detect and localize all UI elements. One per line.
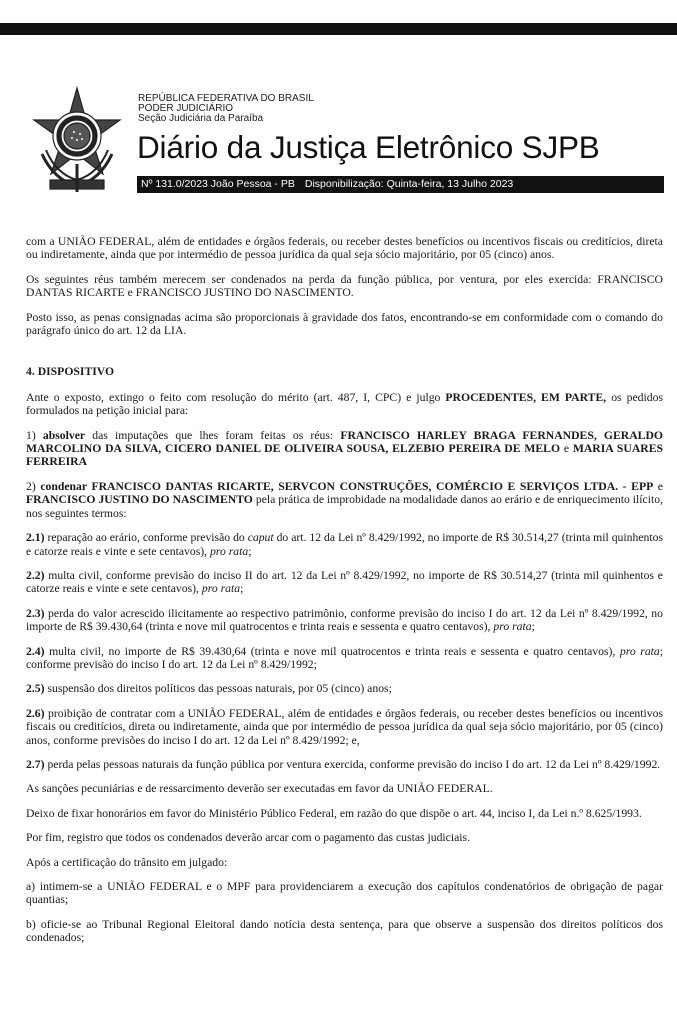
- subitem-italic: pro rata: [493, 620, 532, 634]
- subitem-text: ;: [248, 544, 252, 558]
- defendant-names: FRANCISCO HARLEY BRAGA FERNANDES, GERALDO MARCOLINO DA SILVA, CICERO DANIEL DE OLIVEIRA SOUSA, ELZEBIO PEREIRA DE MELO: [26, 428, 663, 456]
- defendant-name-last: MARIA SUARES FERREIRA: [26, 442, 663, 469]
- subitem-text: perda do valor acrescido ilicitamente ao respectivo patrimônio, conforme previsão do inciso I do art. 12 da Lei nº 8.429/1992, no importe de R$ 39.430,64 (trinta e nove mil quatrocentos e trinta reais e sessenta e quatro centavos),: [26, 606, 663, 634]
- item-number: 1): [26, 428, 43, 442]
- edition-number: Nº 131.0/2023 João Pessoa - PB: [141, 178, 295, 190]
- subitem-2-6: [26, 707, 663, 747]
- subitem-number: 2.1): [26, 531, 45, 545]
- subitem-text: proibição de contratar com a UNIÃO FEDERAL, além de entidades e órgãos federais, ou receber destes benefícios ou incentivos fiscais ou creditícios, direta ou indiretamente, ainda que por intermédio de pessoa jurídica da qual seja sócio majoritário, por 05 (cinco) anos, conforme previsões do inciso I do art. 12 da Lei nº 8.429/1992; e,: [26, 706, 663, 747]
- subitem-number: 2.2): [26, 568, 45, 582]
- subitem-italic: pro rata: [201, 582, 241, 596]
- condemned-names: condenar FRANCISCO DANTAS RICARTE, SERVCON CONSTRUÇÕES, COMÉRCIO E SERVIÇOS LTDA. - EPP: [40, 479, 654, 493]
- subitem-text: ;: [531, 620, 535, 634]
- paragraph-after-final: Após a certificação do trânsito em julgado:: [26, 855, 228, 869]
- paragraph-fees: Deixo de fixar honorários em favor do Ministério Público Federal, em razão do que dispõe o art. 44, inciso I, da Lei n.º 8.625/1993.: [26, 806, 642, 820]
- journal-title: Diário da Justiça Eletrônico SJPB: [137, 129, 600, 165]
- subitem-2-4: [26, 645, 663, 672]
- institution-line-2: PODER JUDICIÁRIO: [138, 103, 234, 114]
- item-number: 2): [26, 479, 41, 493]
- paragraph-item-a: a) intimem-se a UNIÃO FEDERAL e o MPF para providenciarem a execução dos capítulos condenatórios de obrigação de pagar quantias;: [26, 880, 663, 907]
- subitem-text: ; conforme previsão do inciso I do art. 12 da Lei nº 8.429/1992;: [26, 644, 663, 671]
- subitem-text: reparação ao erário, conforme previsão do: [44, 531, 248, 545]
- subitem-number: 2.5): [26, 682, 45, 696]
- subitem-italic: pro rata: [209, 544, 249, 558]
- subitem-text: multa civil, conforme previsão do inciso II do art. 12 da Lei nº 8.429/1992, no importe de R$ 30.514,27 (trinta mil quinhentos e catorze reais e vinte e sete centavos),: [26, 568, 663, 596]
- paragraph-1: com a UNIÃO FEDERAL, além de entidades e órgãos federais, ou receber destes benefícios ou incentivos fiscais ou creditícios, direta ou indiretamente, ainda que por intermédio de pessoa jurídica da qual seja sócio majoritário, por 05 (cinco) anos.: [26, 235, 663, 262]
- item-verb: absolver: [42, 428, 86, 442]
- subitem-italic: caput: [247, 531, 274, 545]
- item-connector: e: [560, 442, 573, 456]
- item-text: das imputações que lhes foram feitas os réus:: [85, 428, 341, 442]
- subitem-number: 2.4): [26, 644, 45, 658]
- edition-bar: [137, 176, 664, 193]
- paragraph-item-b: b) oficie-se ao Tribunal Regional Eleitoral dando notícia desta sentença, para que observe a suspensão dos direitos políticos dos condenados;: [26, 917, 663, 945]
- item-text: pela prática de improbidade na modalidade danos ao erário e de enriquecimento ilícito, nos seguintes termos:: [26, 493, 663, 520]
- subitem-2-1: [26, 531, 663, 558]
- item-1-absolve: [26, 429, 663, 469]
- top-dark-bar: [0, 23, 677, 35]
- institution-line-3: Seção Judiciária da Paraíba: [138, 113, 264, 124]
- condemned-name-last: FRANCISCO JUSTINO DO NASCIMENTO: [26, 493, 253, 507]
- subitem-text: do art. 12 da Lei nº 8.429/1992, no importe de R$ 30.514,27 (trinta mil quinhentos e catorze reais e vinte e sete centavos),: [26, 531, 663, 558]
- institution-line-1: REPÚBLICA FEDERATIVA DO BRASIL: [138, 93, 314, 104]
- coat-of-arms-icon: [24, 84, 130, 196]
- subitem-number: 2.3): [26, 606, 45, 620]
- section-heading: 4. DISPOSITIVO: [26, 365, 115, 379]
- subitem-text: perda pelas pessoas naturais da função pública por ventura exercida, conforme previsão do inciso I do art. 12 da Lei nº 8.429/1992.: [44, 757, 661, 771]
- paragraph-3: Posto isso, as penas consignadas acima são proporcionais à gravidade dos fatos, encontrando-se em conformidade com o comando do parágrafo único do art. 12 da LIA.: [26, 310, 663, 338]
- subitem-number: 2.6): [26, 706, 45, 720]
- subitem-2-5: [26, 682, 663, 695]
- paragraph-ruling: [26, 391, 663, 418]
- subitem-text: suspensão dos direitos políticos das pessoas naturais, por 05 (cinco) anos;: [44, 682, 392, 696]
- paragraph-sanctions: As sanções pecuniárias e de ressarcimento deverão ser executadas em favor da UNIÃO FEDERAL.: [26, 782, 493, 796]
- paragraph-costs: Por fim, registro que todos os condenados deverão arcar com o pagamento das custas judiciais.: [26, 831, 470, 845]
- ruling-verdict: PROCEDENTES, EM PARTE,: [445, 390, 607, 404]
- subitem-italic: pro rata: [619, 644, 660, 658]
- item-connector: e: [653, 479, 663, 493]
- subitem-text: ;: [240, 582, 244, 596]
- subitem-text: multa civil, no importe de R$ 39.430,64 (trinta e nove mil quatrocentos e trinta reais e sessenta e quatro centavos),: [44, 644, 620, 658]
- institution-block: [138, 94, 314, 124]
- paragraph-2: Os seguintes réus também merecem ser condenados na perda da função pública, por ventura, por eles exercida: FRANCISCO DANTAS RICARTE e FRANCISCO JUSTINO DO NASCIMENTO.: [26, 272, 663, 300]
- subitem-number: 2.7): [26, 757, 45, 771]
- subitem-2-2: [26, 569, 663, 596]
- ruling-text: Ante o exposto, extingo o feito com resolução do mérito (art. 487, I, CPC) e julgo: [26, 390, 446, 404]
- ruling-text-end: os pedidos formulados na petição inicial para:: [26, 390, 663, 418]
- availability-date: Quinta-feira, 13 Julho 2023: [386, 178, 514, 190]
- availability-label: Disponibilização:: [304, 178, 384, 190]
- item-2-condemn: [26, 480, 663, 520]
- document-body: [26, 235, 663, 956]
- subitem-2-7: [26, 758, 663, 771]
- subitem-2-3: [26, 607, 663, 634]
